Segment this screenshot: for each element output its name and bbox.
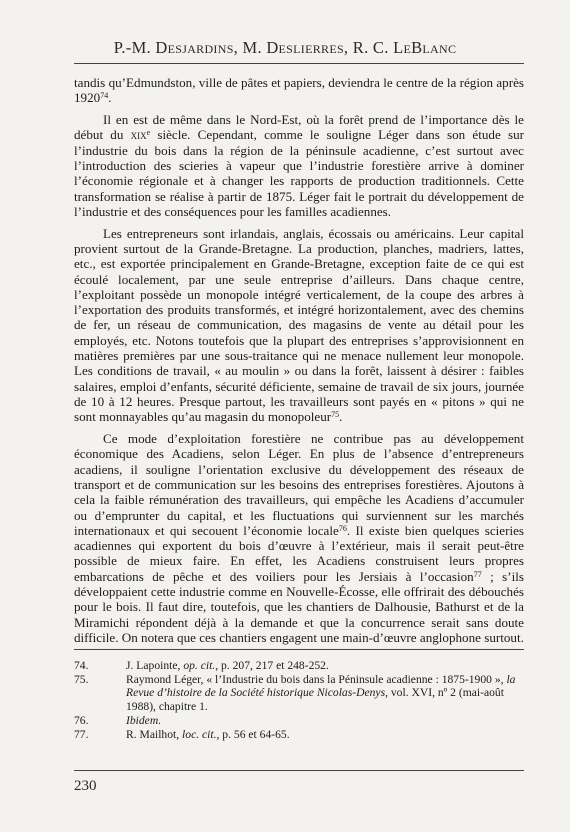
footnote-text — [126, 714, 524, 727]
footnote-text — [126, 728, 524, 741]
paragraph-text: Il en est de même dans le Nord-Est, où la forêt prend de l’importance dès le début du — [74, 112, 524, 143]
paragraph: tandis qu’Edmundston, ville de pâtes et papiers, deviendra le centre de la région après 1920$^{74}$. — [74, 75, 524, 106]
footnote — [74, 673, 524, 713]
footnote-text — [126, 659, 524, 672]
footnote — [74, 728, 524, 741]
paragraph-text: siècle. Cependant, comme le souligne Léger dans son étude sur l’industrie du bois dans la région de la péninsule acadienne, c’est surtout avec l’introduction des scieries à vapeur que l’industrie forestière arrive à dominer l’économie régionale et à changer les rapports de production traditionnels. Cette transformation se réalise à partir de 1875. Léger fait le portrait du développement de l’industrie et des conséquences pour les familles acadiennes. — [74, 127, 524, 219]
footnote-text-part: J. Lapointe, — [126, 659, 184, 672]
footnote-rule — [74, 649, 524, 650]
body-text — [74, 75, 524, 652]
footnote-italic: loc. cit. — [182, 727, 217, 741]
footnote-number: 76. — [74, 713, 89, 727]
footnotes — [74, 659, 524, 742]
footnote-ref[interactable]: 76 — [338, 523, 347, 533]
footnote-text — [126, 673, 524, 713]
paragraph — [74, 112, 524, 219]
footnote-ref[interactable]: 77 — [473, 569, 482, 579]
running-header: P.-M. Desjardins, M. Deslierres, R. C. LeBlanc — [113, 38, 457, 57]
footnote-number: 74. — [74, 659, 89, 672]
paragraph-text: ; s’ils développaient cette industrie comme en Nouvelle-Écosse, elle offrirait des débouchés pour le bois. Il faut dire, toutefois, que les chantiers de Dalhousie, Bathurst et de la Miramichi répondent déjà à la demande et que la concurrence serait sans doute difficile. On notera que ces chantiers engagent une main-d’œuvre anglophone surtout. — [74, 568, 524, 645]
footnote-number: 75. — [74, 673, 89, 686]
footnote — [74, 659, 524, 672]
century-numeral: xix — [130, 127, 147, 143]
paragraph: Les entrepreneurs sont irlandais, anglais, écossais ou américains. Leur capital provient surtout de la Grande-Bretagne. La production, planches, madriers, lattes, etc., est exportée principalement en Grande-Bretagne, exception faite de ce qui est écoulé localement, par une seule entreprise d’ailleurs. Dans chaque centre, l’exploitant possède un monopole intégré verticalement, de la coupe des arbres à l’exportation des produits transformés, et intégré horizontalement, avec des chemins de fer, un réseau de communication, des magasins de vente au détail pour les employés, etc. Notons toutefois que la plupart des entreprises s’approvisionnent en matières premières par une sous-traitance qui ne menace nullement leur monopole. Les conditions de travail, « au moulin » ou dans la forêt, laissent à désirer : faibles salaires, emploi d’enfants, sécurité déficiente, semaine de travail de six jours, journée de 10 à 12 heures. Presque partout, les travailleurs sont payés en « pitons » qui ne sont monnayables qu’au magasin du monopoleur$^{75}$. — [74, 225, 524, 425]
century-suffix: e — [146, 128, 151, 138]
footnote-italic: la Revue d’histoire de la Société historique Nicolas-Denys — [126, 673, 516, 700]
paragraph-text: Les entrepreneurs sont irlandais, anglais, écossais ou américains. Leur capital provient surtout de la Grande-Bretagne. La production, planches, madriers, lattes, etc., est exportée principalement en Grande-Bretagne, exception faite de ce qui est écoulé localement, par une seule entreprise d’ailleurs. Dans chaque centre, l’exploitant possède un monopole intégré verticalement, de la coupe des arbres à l’exportation des produits transformés, et intégré horizontalement, avec des chemins de fer, un réseau de communication, des magasins de vente au détail pour les employés, etc. Notons toutefois que la plupart des entreprises s’approvisionnent en matières premières par une sous-traitance qui ne menace nullement leur monopole. Les conditions de travail, « au moulin » ou dans la forêt, laissent à désirer : faibles salaires, emploi d’enfants, sécurité déficiente, semaine de travail de six jours, journée de 10 à 12 heures. Presque partout, les travailleurs sont payés en « pitons » qui ne sont monnayables qu’au magasin du monopoleur — [74, 225, 524, 425]
page-number: 230 — [74, 778, 97, 794]
footnote-text-part: , p. 207, 217 et 248-252. — [215, 659, 329, 672]
footer-rule — [74, 770, 524, 771]
footnote-text-part: , vol. XVI, nº 2 (mai-août 1988), chapitre 1. — [126, 686, 504, 713]
paragraph — [74, 431, 524, 645]
footnote-text-part: , p. 56 et 64-65. — [216, 727, 290, 741]
footnote-italic: Ibidem. — [126, 713, 162, 727]
footnote-text-part: R. Mailhot, — [126, 727, 183, 741]
paragraph-text: tandis qu’Edmundston, ville de pâtes et papiers, deviendra le centre de la région après 1920 — [74, 75, 524, 106]
footnote-ref[interactable]: 75 — [331, 410, 340, 420]
header-rule — [74, 63, 524, 64]
footnote-italic: op. cit. — [183, 659, 216, 672]
paragraph-text: . Il existe bien quelques scieries acadiennes qui exportent du bois d’œuvre à l’extérieur, mais il serait peut-être possible de mieux faire. En effet, les Acadiens construisent leurs propres embarcations de pêche et des voiliers pour les Jersiais à l’occasion — [74, 522, 525, 584]
footnote-ref[interactable]: 74 — [100, 91, 109, 101]
footnote-number: 77. — [74, 727, 89, 741]
footnote-text-part: Raymond Léger, « l’Industrie du bois dans la Péninsule acadienne : 1875-1900 », — [126, 673, 507, 686]
footnote — [74, 714, 524, 727]
paragraph-text: Ce mode d’exploitation forestière ne contribue pas au développement économique des Acadiens, selon Léger. En plus de l’absence d’entrepreneurs acadiens, il souligne l’orientation exclusive du développement des réseaux de transport et de communication sur les besoins des entreprises forestières. Ajoutons à cela la faible rémunération des travailleurs, qui empêche les Acadiens d’accumuler ou d’emprunter du capital, et les fluctuations qui surviennent sur les marchés internationaux et qui secouent l’économie locale — [74, 431, 524, 538]
